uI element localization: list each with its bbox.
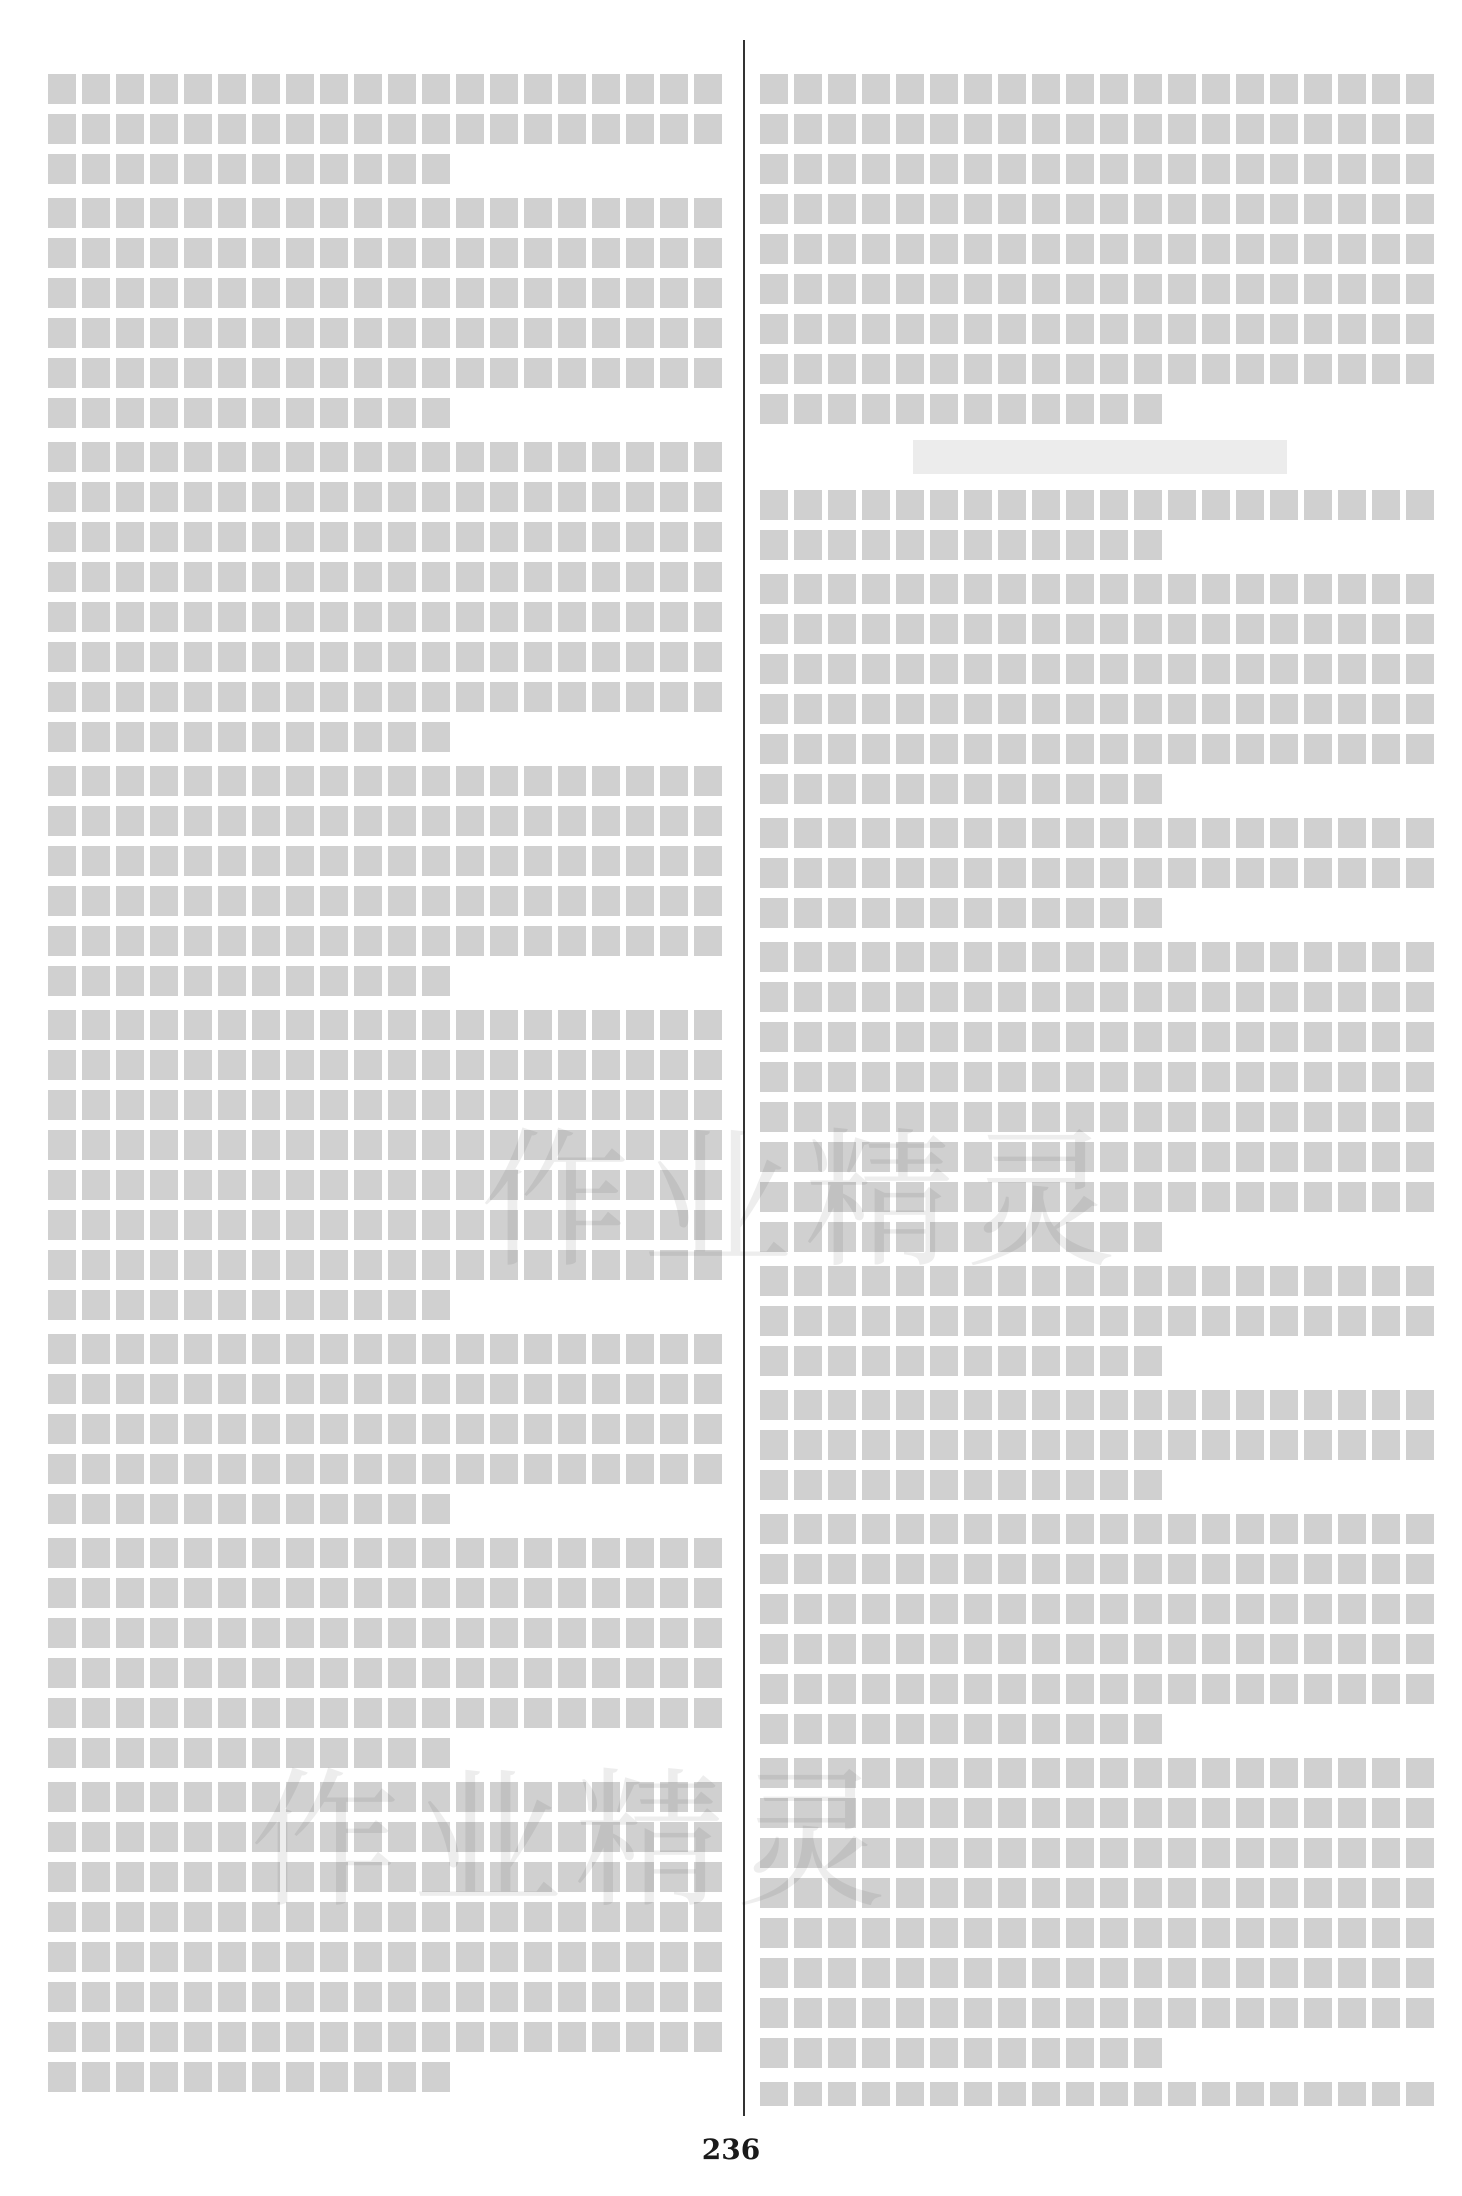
text-line bbox=[48, 114, 728, 144]
text-line bbox=[48, 966, 456, 996]
text-line bbox=[48, 1130, 728, 1160]
text-line bbox=[760, 1634, 1440, 1664]
text-line bbox=[48, 74, 728, 104]
left-column bbox=[48, 60, 728, 2106]
text-line bbox=[760, 898, 1168, 928]
text-line bbox=[48, 1942, 728, 1972]
text-line bbox=[760, 1182, 1440, 1212]
text-line bbox=[760, 314, 1440, 344]
text-line bbox=[760, 1918, 1440, 1948]
paragraph bbox=[760, 574, 1440, 804]
paragraph bbox=[760, 1266, 1440, 1376]
text-line bbox=[760, 274, 1440, 304]
paragraph bbox=[760, 1390, 1440, 1500]
text-line bbox=[48, 1250, 728, 1280]
page-number: 236 bbox=[701, 2133, 761, 2166]
text-line bbox=[48, 1538, 728, 1568]
text-line bbox=[760, 1714, 1168, 1744]
text-line bbox=[760, 694, 1440, 724]
paragraph bbox=[760, 1758, 1440, 2068]
text-line bbox=[760, 1594, 1440, 1624]
text-line bbox=[48, 1454, 728, 1484]
text-line bbox=[760, 1838, 1440, 1868]
text-line bbox=[760, 530, 1168, 560]
text-line bbox=[48, 846, 728, 876]
paragraph bbox=[48, 74, 728, 184]
text-line bbox=[48, 1090, 728, 1120]
paragraph bbox=[760, 1514, 1440, 1744]
text-line bbox=[48, 2022, 728, 2052]
text-line bbox=[760, 858, 1440, 888]
paragraph bbox=[48, 1538, 728, 1768]
text-line bbox=[48, 682, 728, 712]
paragraph bbox=[760, 74, 1440, 424]
text-line bbox=[48, 1334, 728, 1364]
text-line bbox=[48, 1170, 728, 1200]
section-heading bbox=[913, 440, 1287, 474]
text-line bbox=[760, 614, 1440, 644]
text-line bbox=[48, 926, 728, 956]
text-line bbox=[760, 1346, 1168, 1376]
text-line bbox=[48, 238, 728, 268]
text-line bbox=[760, 1142, 1440, 1172]
paragraph bbox=[48, 442, 728, 752]
text-line bbox=[48, 1738, 456, 1768]
text-line bbox=[760, 1062, 1440, 1092]
text-line bbox=[48, 1782, 728, 1812]
text-line bbox=[48, 318, 728, 348]
text-line bbox=[48, 1494, 456, 1524]
text-line bbox=[48, 398, 456, 428]
text-line bbox=[48, 278, 728, 308]
text-line bbox=[48, 722, 456, 752]
text-line bbox=[760, 1998, 1440, 2028]
text-line bbox=[48, 1050, 728, 1080]
text-line bbox=[48, 1578, 728, 1608]
paragraph bbox=[48, 1010, 728, 1320]
text-line bbox=[760, 1306, 1440, 1336]
text-line bbox=[48, 358, 728, 388]
text-line bbox=[760, 154, 1440, 184]
text-line bbox=[48, 1982, 728, 2012]
text-line bbox=[760, 1514, 1440, 1544]
text-line bbox=[48, 1010, 728, 1040]
text-line bbox=[48, 1290, 456, 1320]
text-line bbox=[760, 74, 1440, 104]
text-line bbox=[48, 198, 728, 228]
text-line bbox=[760, 818, 1440, 848]
text-line bbox=[48, 1698, 728, 1728]
text-line bbox=[48, 154, 456, 184]
text-line bbox=[48, 766, 728, 796]
text-line bbox=[48, 482, 728, 512]
text-line bbox=[48, 886, 728, 916]
text-line bbox=[760, 354, 1440, 384]
text-line bbox=[760, 490, 1440, 520]
text-line bbox=[48, 562, 728, 592]
text-line bbox=[760, 942, 1440, 972]
text-line bbox=[760, 1958, 1440, 1988]
text-line bbox=[760, 774, 1168, 804]
text-line bbox=[760, 1878, 1440, 1908]
text-line bbox=[760, 114, 1440, 144]
text-line bbox=[48, 1862, 728, 1892]
text-line bbox=[760, 1430, 1440, 1460]
paragraph bbox=[48, 1782, 728, 2092]
text-line bbox=[760, 2038, 1168, 2068]
text-line bbox=[760, 574, 1440, 604]
column-divider bbox=[743, 40, 745, 2116]
text-line bbox=[760, 1470, 1168, 1500]
text-line bbox=[760, 982, 1440, 1012]
text-line bbox=[48, 522, 728, 552]
text-line bbox=[760, 734, 1440, 764]
text-line bbox=[48, 806, 728, 836]
text-line bbox=[760, 654, 1440, 684]
paragraph bbox=[760, 818, 1440, 928]
text-line bbox=[48, 1658, 728, 1688]
text-line bbox=[48, 642, 728, 672]
text-line bbox=[48, 602, 728, 632]
right-column bbox=[760, 60, 1440, 2106]
text-line bbox=[760, 194, 1440, 224]
text-line bbox=[48, 1414, 728, 1444]
text-line bbox=[48, 1210, 728, 1240]
text-line bbox=[760, 1222, 1168, 1252]
paragraph bbox=[760, 490, 1440, 560]
text-line bbox=[760, 2082, 1440, 2106]
text-line bbox=[760, 1798, 1440, 1828]
paragraph bbox=[48, 1334, 728, 1524]
paragraph bbox=[48, 766, 728, 996]
paragraph bbox=[48, 198, 728, 428]
text-line bbox=[760, 1266, 1440, 1296]
text-line bbox=[48, 1902, 728, 1932]
text-line bbox=[760, 1554, 1440, 1584]
text-line bbox=[760, 1102, 1440, 1132]
text-line bbox=[760, 234, 1440, 264]
text-line bbox=[760, 394, 1168, 424]
text-line bbox=[760, 1758, 1440, 1788]
text-line bbox=[760, 1022, 1440, 1052]
text-line bbox=[48, 2062, 456, 2092]
text-line bbox=[760, 1390, 1440, 1420]
text-line bbox=[48, 442, 728, 472]
paragraph bbox=[760, 2082, 1440, 2106]
text-line bbox=[760, 1674, 1440, 1704]
text-line bbox=[48, 1374, 728, 1404]
text-line bbox=[48, 1618, 728, 1648]
paragraph bbox=[760, 942, 1440, 1252]
text-line bbox=[48, 1822, 728, 1852]
